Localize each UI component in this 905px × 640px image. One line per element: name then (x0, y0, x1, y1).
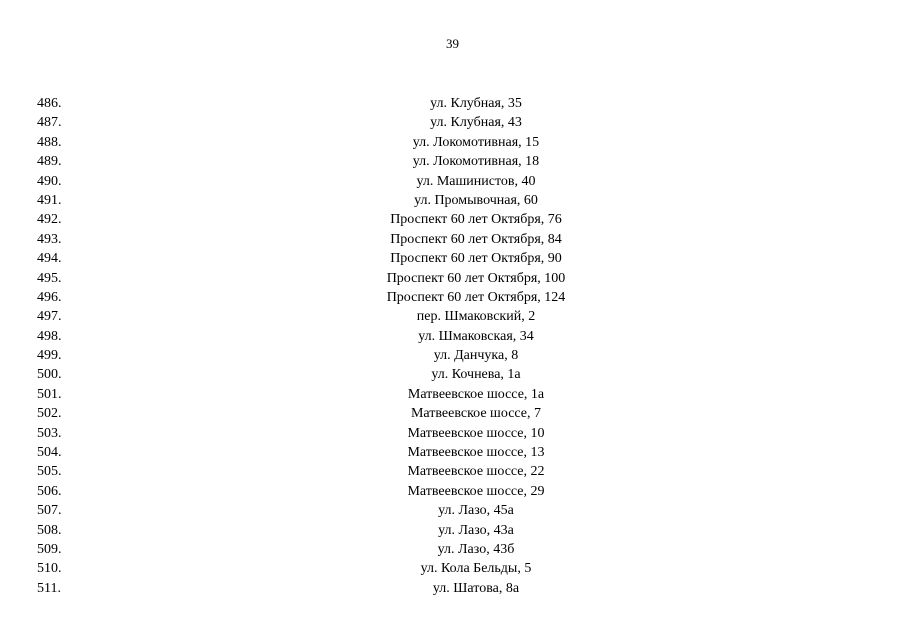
row-address: ул. Данчука, 8 (433, 348, 519, 364)
list-item (0, 94, 905, 113)
row-number: 507. (37, 503, 62, 519)
list-item (0, 191, 905, 210)
row-number: 501. (37, 386, 62, 402)
row-address: Проспект 60 лет Октября, 76 (390, 212, 562, 228)
row-address: Матвеевское шоссе, 7 (410, 406, 542, 422)
list-item (0, 346, 905, 365)
row-address: Проспект 60 лет Октября, 84 (390, 231, 562, 247)
list-item (0, 288, 905, 307)
row-number: 487. (37, 115, 62, 131)
row-number: 494. (37, 251, 62, 267)
list-item (0, 501, 905, 520)
list-item (0, 462, 905, 481)
row-address: ул. Кочнева, 1а (431, 367, 521, 383)
row-address: ул. Шатова, 8а (432, 580, 520, 596)
row-number: 493. (37, 231, 62, 247)
row-address: Проспект 60 лет Октября, 124 (386, 289, 566, 305)
list-item (0, 385, 905, 404)
row-address: Матвеевское шоссе, 13 (407, 445, 545, 461)
list-item (0, 210, 905, 229)
list-item (0, 113, 905, 132)
list-item (0, 307, 905, 326)
row-address: ул. Клубная, 43 (430, 115, 522, 131)
list-item (0, 269, 905, 288)
row-address: ул. Клубная, 35 (430, 96, 522, 111)
row-number: 491. (37, 192, 62, 208)
row-number: 497. (37, 309, 62, 325)
row-number: 504. (37, 445, 62, 461)
row-number: 492. (37, 212, 62, 228)
list-item (0, 249, 905, 268)
row-number: 488. (37, 134, 62, 150)
row-number: 510. (37, 561, 62, 577)
row-address: ул. Кола Бельды, 5 (420, 561, 532, 577)
row-number: 511. (37, 580, 61, 596)
row-number: 498. (37, 328, 62, 344)
address-list (0, 94, 905, 598)
row-address: ул. Лазо, 45а (438, 503, 514, 519)
list-item (0, 230, 905, 249)
list-item (0, 579, 905, 598)
list-item (0, 133, 905, 152)
row-address: ул. Локомотивная, 15 (412, 134, 540, 150)
list-item (0, 424, 905, 443)
list-item (0, 172, 905, 191)
row-number: 508. (37, 522, 62, 538)
row-address: пер. Шмаковский, 2 (416, 309, 536, 325)
list-item (0, 482, 905, 501)
row-address: ул. Локомотивная, 18 (412, 154, 540, 170)
row-number: 495. (37, 270, 62, 286)
list-item (0, 443, 905, 462)
row-number: 505. (37, 464, 62, 480)
row-number: 496. (37, 289, 62, 305)
row-number: 486. (37, 96, 62, 111)
row-address: Проспект 60 лет Октября, 90 (390, 251, 562, 267)
row-address: ул. Машинистов, 40 (416, 173, 536, 189)
list-item (0, 521, 905, 540)
row-address: Матвеевское шоссе, 29 (407, 483, 545, 499)
row-number: 499. (37, 348, 62, 364)
row-address: Матвеевское шоссе, 10 (407, 425, 545, 441)
row-number: 503. (37, 425, 62, 441)
row-address: Матвеевское шоссе, 22 (407, 464, 545, 480)
list-item (0, 365, 905, 384)
row-number: 490. (37, 173, 62, 189)
row-address: Матвеевское шоссе, 1а (407, 386, 545, 402)
row-number: 502. (37, 406, 62, 422)
row-number: 500. (37, 367, 62, 383)
list-item (0, 404, 905, 423)
row-address: ул. Лазо, 43а (438, 522, 514, 538)
list-item (0, 152, 905, 171)
page-number: 39 (446, 36, 459, 51)
row-number: 489. (37, 154, 62, 170)
row-address: Проспект 60 лет Октября, 100 (386, 270, 566, 286)
row-address: ул. Лазо, 43б (437, 541, 515, 557)
list-item (0, 540, 905, 559)
row-number: 509. (37, 541, 62, 557)
row-number: 506. (37, 483, 62, 499)
list-item (0, 559, 905, 578)
list-item (0, 327, 905, 346)
row-address: ул. Промывочная, 60 (414, 192, 538, 208)
row-address: ул. Шмаковская, 34 (418, 328, 534, 344)
